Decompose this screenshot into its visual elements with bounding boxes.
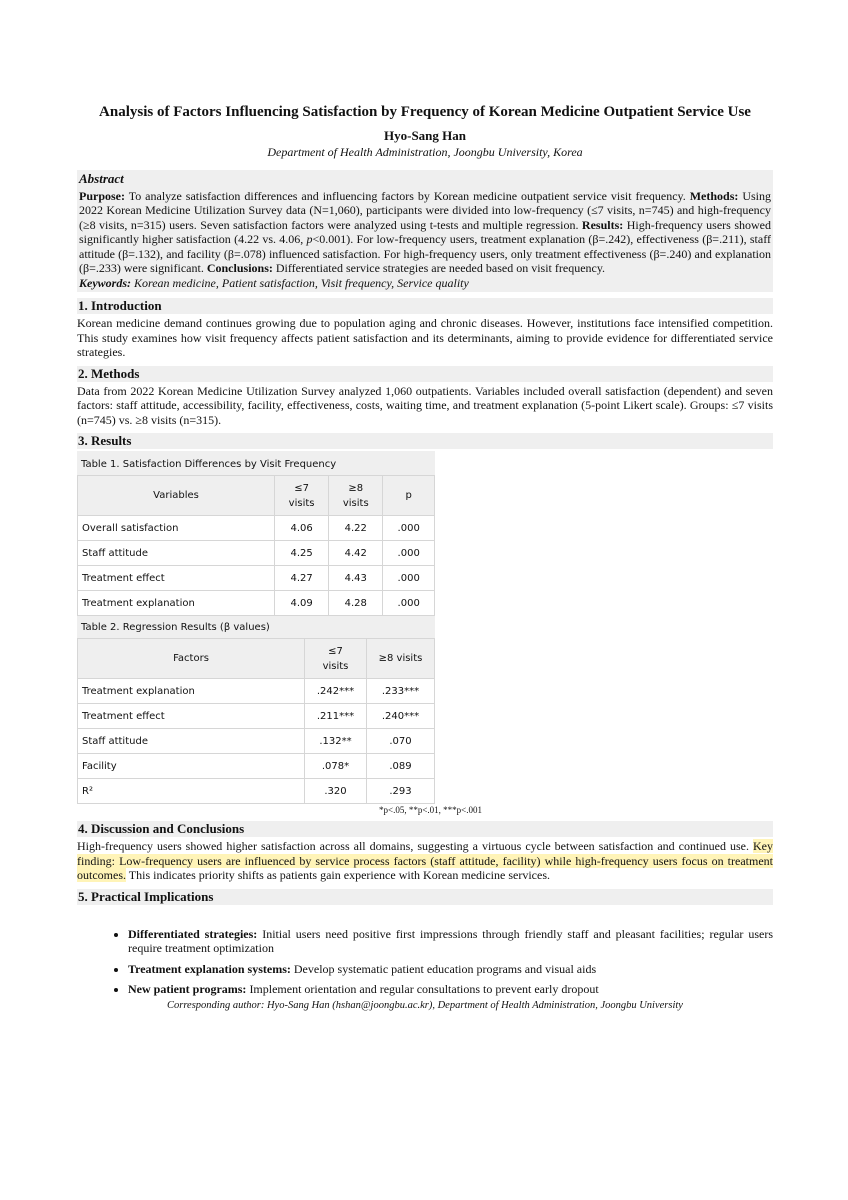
table-cell: .070 bbox=[366, 729, 434, 754]
table-row bbox=[78, 729, 435, 754]
table-cell: 4.06 bbox=[275, 516, 329, 541]
table1-header-low: ≤7 visits bbox=[275, 476, 329, 516]
table-cell: .132** bbox=[305, 729, 367, 754]
table-cell: Facility bbox=[78, 754, 305, 779]
list-item-text: Implement orientation and regular consultations to prevent early dropout bbox=[246, 982, 599, 996]
table-row bbox=[78, 591, 435, 616]
paper-title: Analysis of Factors Influencing Satisfaction by Frequency of Korean Medicine Outpatient Service Use bbox=[99, 104, 751, 120]
abstract-heading: Abstract bbox=[79, 171, 124, 186]
results-label: Results: bbox=[581, 217, 624, 232]
table2-header-low: ≤7 visits bbox=[305, 639, 367, 679]
purpose-label: Purpose: bbox=[79, 188, 125, 203]
discussion-text-2: This indicates priority shifts as patients gain experience with Korean medicine services. bbox=[126, 868, 550, 882]
conclusions-label: Conclusions: bbox=[206, 261, 273, 275]
section-heading-implications: 5. Practical Implications bbox=[77, 889, 773, 905]
table1-box bbox=[77, 451, 435, 804]
list-item-label: New patient programs: bbox=[128, 982, 247, 996]
methods-label: Methods: bbox=[689, 188, 739, 203]
abstract-body bbox=[79, 189, 771, 276]
table-cell: 4.25 bbox=[275, 541, 329, 566]
table-cell: .233*** bbox=[366, 679, 434, 704]
table-cell: 4.27 bbox=[275, 566, 329, 591]
results-text-2: <0.001). For low-frequency users, treatment explanation (β=.242), effectiveness (β=.211), staff attitude (β=.132), and facility (β=.078) influenced satisfaction. For high-frequency users, only treatment effectiveness (β=.240) and explanation (β=.233) were significant. bbox=[79, 232, 771, 275]
table-cell: 4.22 bbox=[329, 516, 383, 541]
table-cell: Overall satisfaction bbox=[78, 516, 275, 541]
table1-header-variables: Variables bbox=[78, 476, 275, 516]
list-item bbox=[128, 962, 773, 977]
table-cell: .240*** bbox=[366, 704, 434, 729]
results-text-1: High-frequency users showed significantly higher satisfaction (4.22 vs. 4.06, bbox=[79, 217, 771, 246]
table2-header-high: ≥8 visits bbox=[366, 639, 434, 679]
table-cell: .000 bbox=[383, 591, 435, 616]
table2-caption: Table 2. Regression Results (β values) bbox=[81, 622, 270, 633]
corresponding-author: Corresponding author: Hyo-Sang Han (hshan@joongbu.ac.kr), Department of Health Administration, Joongbu University bbox=[167, 999, 683, 1011]
table-cell: Treatment explanation bbox=[78, 679, 305, 704]
discussion-text bbox=[77, 839, 773, 883]
table-cell: .293 bbox=[366, 779, 434, 804]
table-cell: .242*** bbox=[305, 679, 367, 704]
table-cell: .211*** bbox=[305, 704, 367, 729]
list-item-label: Treatment explanation systems: bbox=[128, 961, 291, 976]
table-cell: Staff attitude bbox=[78, 541, 275, 566]
table-row bbox=[78, 679, 435, 704]
keywords-text: Korean medicine, Patient satisfaction, Visit frequency, Service quality bbox=[131, 275, 469, 290]
table-cell: Treatment effect bbox=[78, 704, 305, 729]
table-row bbox=[78, 566, 435, 591]
section-heading-introduction: 1. Introduction bbox=[77, 298, 773, 314]
table-cell: 4.43 bbox=[329, 566, 383, 591]
table-row bbox=[78, 704, 435, 729]
table2-header-factors: Factors bbox=[78, 639, 305, 679]
list-item-text: Initial users need positive first impressions through friendly staff and pleasant facilities; regular users require treatment optimization bbox=[128, 926, 773, 955]
table-cell: Treatment effect bbox=[78, 566, 275, 591]
keywords-label: Keywords: bbox=[79, 275, 131, 290]
section-heading-discussion: 4. Discussion and Conclusions bbox=[77, 821, 773, 837]
section-heading-results: 3. Results bbox=[77, 433, 773, 449]
list-item-label: Differentiated strategies: bbox=[128, 926, 258, 941]
introduction-text: Korean medicine demand continues growing due to population aging and chronic diseases. However, institutions face intensified competition. This study examines how visit frequency affects patient satisfaction and its determinants, aiming to provide evidence for differentiated service strategies. bbox=[77, 316, 773, 359]
table-cell: 4.28 bbox=[329, 591, 383, 616]
implications-list bbox=[77, 927, 773, 997]
table-row bbox=[78, 541, 435, 566]
table1 bbox=[77, 475, 435, 616]
table-row bbox=[78, 516, 435, 541]
table-cell: .078* bbox=[305, 754, 367, 779]
discussion-text-1: High-frequency users showed higher satisfaction across all domains, suggesting a virtuous cycle between satisfaction and continued use. bbox=[77, 839, 753, 853]
table-row bbox=[78, 754, 435, 779]
keywords-line bbox=[79, 276, 771, 291]
table1-header-high: ≥8 visits bbox=[329, 476, 383, 516]
table-cell: .000 bbox=[383, 566, 435, 591]
abstract-box bbox=[77, 170, 773, 292]
section-heading-methods: 2. Methods bbox=[77, 366, 773, 382]
table-cell: .000 bbox=[383, 541, 435, 566]
list-item bbox=[128, 982, 773, 997]
author-affiliation: Department of Health Administration, Joongbu University, Korea bbox=[267, 145, 583, 159]
table-cell: 4.09 bbox=[275, 591, 329, 616]
table-cell: Staff attitude bbox=[78, 729, 305, 754]
table2 bbox=[77, 638, 435, 804]
table-cell: .089 bbox=[366, 754, 434, 779]
list-item bbox=[128, 927, 773, 956]
table-row bbox=[78, 779, 435, 804]
key-finding-highlight: Key finding: Low-frequency users are influenced by service process factors (staff attitude, facility) while high-frequency users focus on treatment outcomes. bbox=[77, 839, 773, 882]
purpose-text: To analyze satisfaction differences and influencing factors by Korean medicine outpatient service visit frequency. bbox=[125, 188, 690, 203]
table-cell: 4.42 bbox=[329, 541, 383, 566]
methods-text: Using 2022 Korean Medicine Utilization Survey data (N=1,060), participants were divided into low-frequency (≤7 visits, n=745) and high-frequency (≥8 visits, n=315) users. Seven satisfaction factors were analyzed using t-tests and multiple regression. bbox=[79, 188, 771, 232]
table-cell: Treatment explanation bbox=[78, 591, 275, 616]
author-name: Hyo-Sang Han bbox=[384, 128, 466, 143]
methods-text: Data from 2022 Korean Medicine Utilization Survey analyzed 1,060 outpatients. Variables included overall satisfaction (dependent) and seven factors: staff attitude, accessibility, facility, effectiveness, costs, waiting time, and treatment explanation (5-point Likert scale). Groups: ≤7 visits (n=745) vs. ≥8 visits (n=315). bbox=[77, 383, 773, 427]
results-p: p bbox=[306, 232, 313, 246]
table2-note: *p<.05, **p<.01, ***p<.001 bbox=[379, 805, 482, 815]
table-cell: .000 bbox=[383, 516, 435, 541]
paper-page bbox=[77, 102, 773, 1011]
conclusions-text: Differentiated service strategies are needed based on visit frequency. bbox=[272, 261, 606, 275]
table1-header-p: p bbox=[383, 476, 435, 516]
list-item-text: Develop systematic patient education programs and visual aids bbox=[290, 961, 597, 976]
table1-caption: Table 1. Satisfaction Differences by Visit Frequency bbox=[81, 459, 337, 470]
table-cell: .320 bbox=[305, 779, 367, 804]
table-cell: R² bbox=[78, 779, 305, 804]
